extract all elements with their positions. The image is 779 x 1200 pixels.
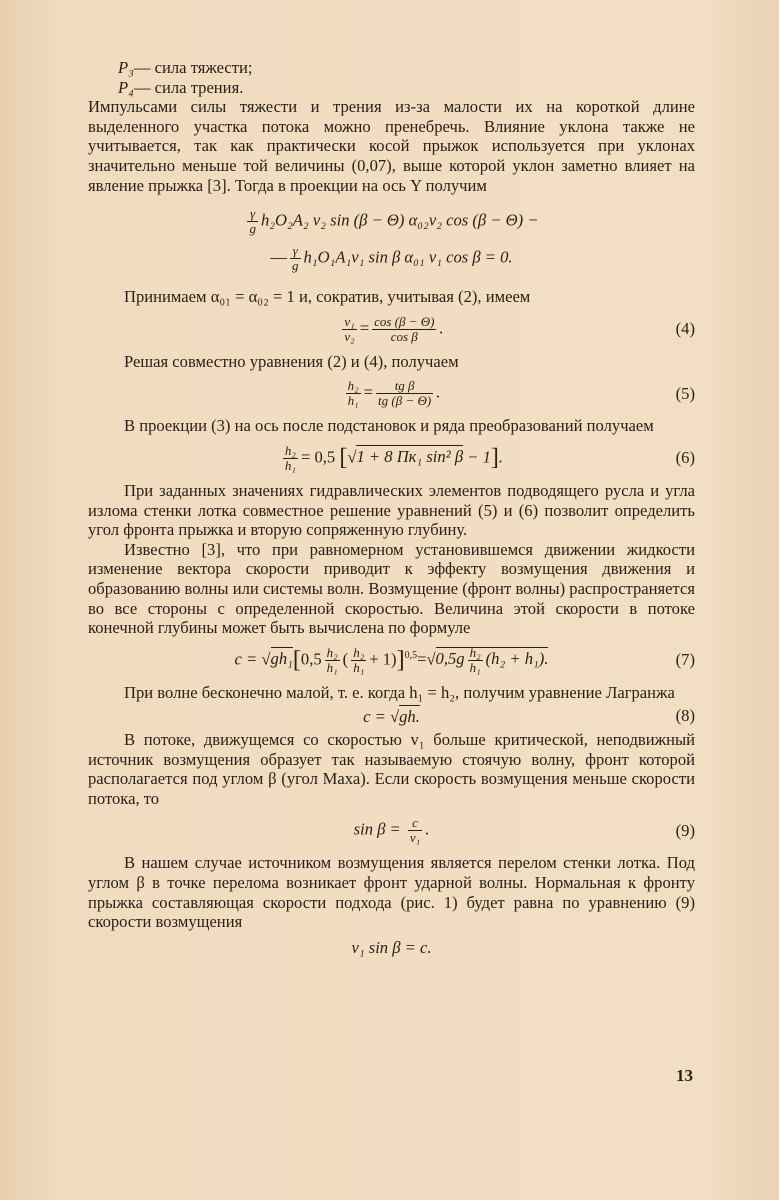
definition-p3: P₃— сила тяжести; — [118, 58, 253, 77]
equation-number: (5) — [675, 384, 695, 404]
paragraph-projection: В проекции (3) на ось после подстановок и ряда преобразований получаем — [124, 416, 654, 436]
equation-projection-y: $\frac{\gamma}{g}$ h₂O₂A₂ v₂ sin (β − Θ) α₀₂v₂ cos (β − Θ) − — [249, 206, 539, 237]
equation-6: $\frac{\text{h₂}}{\text{h₁}}$ = 0,5 [√1 + 8 Пк₁ sin² β − 1]. (6) — [284, 442, 695, 473]
page-text — [88, 58, 695, 957]
definition-p4: P₄— сила трения. — [118, 77, 244, 97]
paragraph-our-case: В нашем случае источником возмущения является перелом стенки лотка. Под углом β в точке перелома возникает фронт ударной волны. Нормальная к фронту прыжка составляющая скорости подхода (рис. 1) будет равна по уравнению (9) скорости возмущения — [88, 853, 695, 932]
equation-number: (7) — [675, 650, 695, 670]
page-number: 13 — [676, 1066, 693, 1085]
equation-number: (9) — [675, 821, 695, 841]
equation-7: c = √gh₁[0,5 $\frac{\text{h₂}}{\text{h₁}}$ ( $\frac{\text{h₂}}{\text{h₁}}$ + 1)]$^{0,5}$=√0,5g $\frac{\text{h₂}}{\text{h₁}}$ (h₂ + h₁). (7) — [234, 644, 695, 675]
equation-9: sin β = $\frac{c}{\text{v₁}}$ . (9) — [353, 815, 695, 846]
fraction-gamma-g: $\frac{\gamma}{g}$ — [249, 206, 256, 237]
paragraph-given-values: При заданных значениях гидравлических элементов подводящего русла и угла излома стенки лотка совместное решение уравнений (5) и (6) позволит определить угол фронта прыжка и вторую сопряженную глубину. — [88, 480, 695, 540]
equation-number: (6) — [675, 448, 695, 468]
equation-4: $\frac{\text{v₁}}{\text{v₂}}$ = $\frac{\cos (\beta - \Theta)}{\text{cos β}}$ . (4) — [344, 313, 695, 344]
equation-5: $\frac{\text{h₂}}{\text{h₁}}$ = $\frac{\text{tg β}}{tg (\beta - \Theta)}$ . (5) — [347, 378, 695, 409]
paragraph-wave: Известно [3], что при равномерном установившемся движении жидкости изменение вектора скорости приводит к эффекту возмущения движения и образованию волны или системы волн. Возмущение (фронт волны) распространяется во все стороны с определенной скоростью. Величина этой скорости в потоке конечной глубины может быть вычислена по формуле — [88, 539, 695, 638]
paragraph-solving: Решая совместно уравнения (2) и (4), получаем — [124, 351, 459, 371]
equation-number: (4) — [675, 319, 695, 339]
fraction-gamma-g-2: $\frac{\gamma}{g}$ — [292, 243, 299, 274]
equation-projection-y-line2: — $\frac{\gamma}{g}$ h₁O₁A₁v₁ sin β α₀₁ v₁ cos β = 0. — [270, 243, 513, 274]
paragraph-standing-wave: В потоке, движущемся со скоростью v₁ больше критической, неподвижный источник возмущения образует так называемую стоячую волну, фронт которой располагается под углом β (угол Маха). Если скорость возмущения меньше скорости потока, то — [88, 730, 695, 808]
paragraph-lagrange: При волне бесконечно малой, т. е. когда h₁ = h₂, получим уравнение Лагранжа — [124, 682, 675, 702]
equation-number: (8) — [675, 706, 695, 726]
paragraph-accept: Принимаем α₀₁ = α₀₂ = 1 и, сократив, учитывая (2), имеем — [124, 287, 531, 307]
equation-10: v₁ sin β = c. — [351, 937, 432, 957]
paragraph-impulses: Импульсами силы тяжести и трения из-за малости их на короткой длине выделенного участка потока можно пренебречь. Влияние уклона также не учитывается, так как практически косой прыжок используется при уклонах значительно меньше той величины (0,07), выше которой уклон заметно влияет на явление прыжка [3]. Тогда в проекции на ось Y получим — [88, 97, 695, 195]
equation-8: c = √gh. (8) — [363, 706, 695, 726]
